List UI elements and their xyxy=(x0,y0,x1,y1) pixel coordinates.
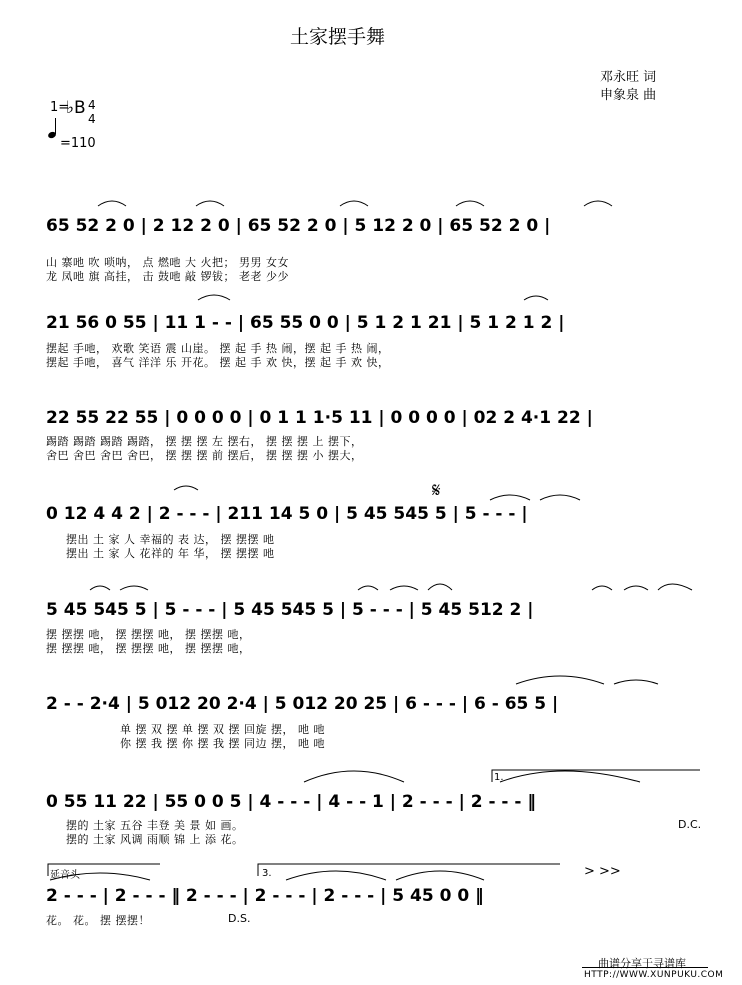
slur xyxy=(198,295,230,300)
melody-line-7: 0 55 11 22 | 55 0 0 5 | 4 - - - | 4 - - 1 | 2 - - - | 2 - - - ‖ xyxy=(46,792,536,812)
footer-site-text: 曲谱分享于寻谱库 xyxy=(598,957,686,970)
slur xyxy=(592,586,612,590)
slur xyxy=(340,201,368,206)
lyric-line-1-verse-1: 山 寨吔 吹 唢呐， 点 燃吔 大 火把； 男男 女女 xyxy=(46,256,289,269)
volta-bracket xyxy=(48,864,160,876)
lyric-line-3-verse-1: 踢踏 踢踏 踢踏 踢踏， 摆 摆 摆 左 摆右， 摆 摆 摆 上 摆下， xyxy=(46,435,363,448)
lyric-line-2-verse-2: 摆起 手吔， 喜气 洋洋 乐 开花。 摆 起 手 欢 快，摆 起 手 欢 快， xyxy=(46,356,390,369)
segno-sign: 𝄋 xyxy=(432,478,441,502)
lyric-line-7-verse-2: 摆的 土家 风调 雨顺 锦 上 添 花。 xyxy=(66,833,244,846)
slur xyxy=(396,871,484,880)
melody-line-6: 2 - - 2·4 | 5 012 20 2·4 | 5 012 20 25 | 6 - - - | 6 - 65 5 | xyxy=(46,694,559,714)
tempo-marking: =110 xyxy=(60,136,96,151)
melody-line-1: 65 52 2 0 | 2 12 2 0 | 65 52 2 0 | 5 12 2 0 | 65 52 2 0 | xyxy=(46,216,551,236)
slur xyxy=(428,584,452,590)
lyric-line-4-verse-2: 摆出 土 家 人 花祥的 年 华， 摆 摆摆 吔 xyxy=(66,547,275,560)
slur xyxy=(658,584,692,590)
lyric-line-1-verse-2: 龙 凤吔 旗 高挂， 击 鼓吔 敲 锣钹； 老老 少少 xyxy=(46,270,289,283)
lyric-line-3-verse-2: 舍巴 舍巴 舍巴 舍巴， 摆 摆 摆 前 摆后， 摆 摆 摆 小 摆大， xyxy=(46,449,363,462)
dal-segno-marking: D.S. xyxy=(228,912,251,925)
accent-marks: > >> xyxy=(584,864,621,879)
lyric-line-7-verse-1: 摆的 土家 五谷 丰登 美 景 如 画。 xyxy=(66,819,244,832)
slur xyxy=(584,201,612,206)
slur xyxy=(540,495,580,500)
volta-prev-label: 延音头 xyxy=(50,870,80,881)
slur xyxy=(304,771,404,782)
lyric-line-6-verse-2: 你 摆 我 摆 你 摆 我 摆 同边 摆， 吔 吔 xyxy=(120,737,325,750)
slur xyxy=(286,871,386,880)
volta-bracket xyxy=(258,864,560,876)
time-top: 4 xyxy=(88,98,96,112)
melody-line-5: 5 45 545 5 | 5 - - - | 5 45 545 5 | 5 - - - | 5 45 512 2 | xyxy=(46,600,534,620)
slur xyxy=(614,680,658,684)
da-capo-marking: D.C. xyxy=(678,818,702,831)
slur xyxy=(174,486,198,490)
slur xyxy=(120,586,148,590)
volta-third-ending: 3. xyxy=(262,868,272,879)
slur xyxy=(98,201,126,206)
lyric-line-6-verse-1: 单 摆 双 摆 单 摆 双 摆 回旋 摆， 吔 吔 xyxy=(120,723,325,736)
volta-bracket xyxy=(492,770,700,782)
lyric-line-8-verse-1: 花。 花。 摆 摆摆！ xyxy=(46,914,150,927)
slur xyxy=(90,586,110,590)
time-bottom: 4 xyxy=(88,112,96,126)
slur xyxy=(196,201,224,206)
slur xyxy=(624,586,648,590)
lyric-line-5-verse-2: 摆 摆摆 吔， 摆 摆摆 吔， 摆 摆摆 吔， xyxy=(46,642,251,655)
lyric-line-5-verse-1: 摆 摆摆 吔， 摆 摆摆 吔， 摆 摆摆 吔， xyxy=(46,628,251,641)
slur xyxy=(50,873,150,880)
slur xyxy=(390,586,418,590)
slur xyxy=(358,586,378,590)
key-label: 1= xyxy=(50,100,70,115)
lyricist-credit: 邓永旺 词 xyxy=(600,70,657,85)
slur xyxy=(490,495,530,500)
slur xyxy=(524,296,548,300)
melody-line-2: 21 56 0 55 | 11 1 - - | 65 55 0 0 | 5 1 2 1 21 | 5 1 2 1 2 | xyxy=(46,313,565,333)
key-flat-note: ♭B xyxy=(66,98,86,118)
lyric-line-2-verse-1: 摆起 手吔， 欢歌 笑语 震 山崖。 摆 起 手 热 闹，摆 起 手 热 闹， xyxy=(46,342,390,355)
melody-line-8: 2 - - - | 2 - - - ‖ 2 - - - | 2 - - - | 2 - - - | 5 45 0 0 ‖ xyxy=(46,886,484,906)
melody-line-3: 22 55 22 55 | 0 0 0 0 | 0 1 1 1·5 11 | 0 0 0 0 | 02 2 4·1 22 | xyxy=(46,408,593,428)
melody-line-4: 0 12 4 4 2 | 2 - - - | 211 14 5 0 | 5 45 545 5 | 5 - - - | xyxy=(46,504,528,524)
slur xyxy=(456,201,484,206)
volta-first-ending: 1. xyxy=(494,772,504,783)
slur xyxy=(516,676,604,684)
footer-url: HTTP://WWW.XUNPUKU.COM xyxy=(584,970,724,980)
composer-credit: 申象泉 曲 xyxy=(600,88,657,103)
song-title: 土家摆手舞 xyxy=(290,26,386,48)
lyric-line-4-verse-1: 摆出 土 家 人 幸福的 表 达， 摆 摆摆 吔 xyxy=(66,533,275,546)
slur xyxy=(500,771,640,782)
